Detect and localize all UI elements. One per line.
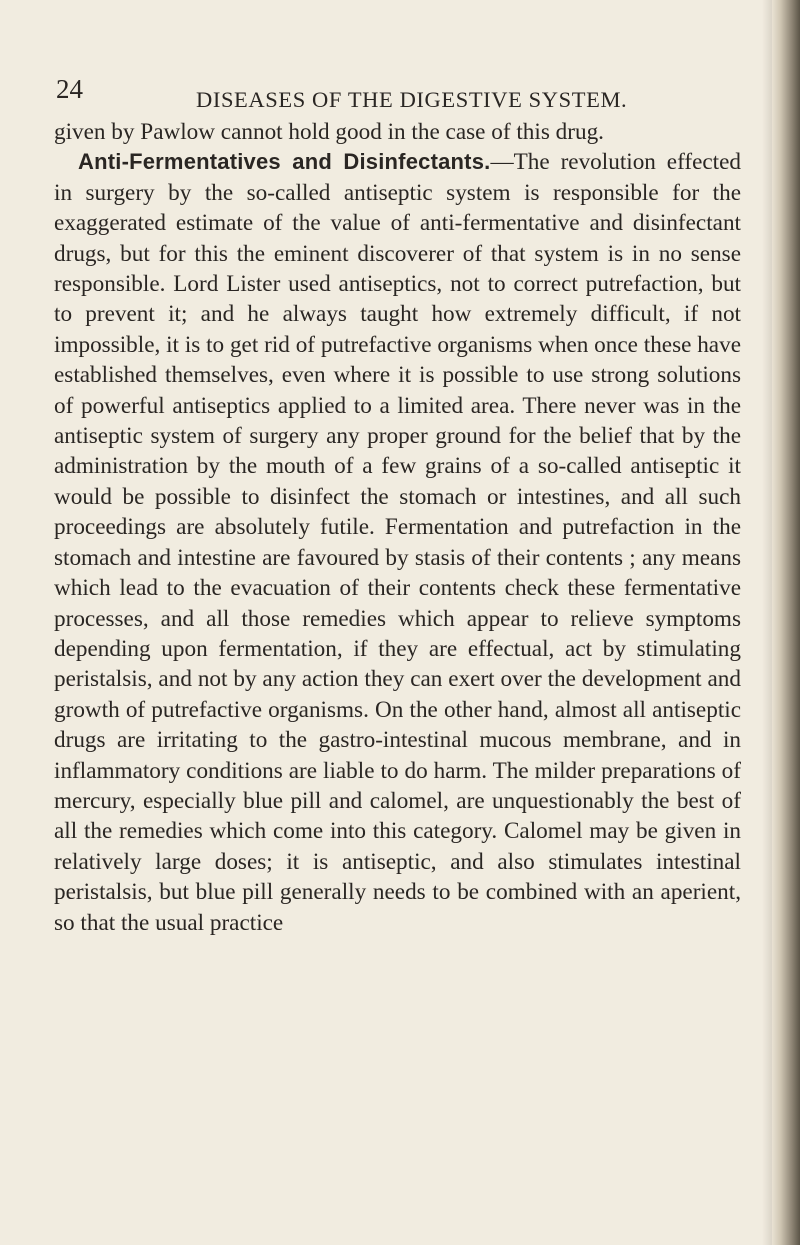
section-paragraph-text: —The revolution effected in surgery by the so-called antiseptic system is responsible for the exaggerated estimate of the value of anti-fermentative and disinfectant drugs, but for this the eminent discoverer of that system is in no sense responsible. Lord Lister used antiseptics, not to correct putrefaction, but to prevent it; and he always taught how extremely difficult, if not impossible, it is to get rid of putrefactive organisms when once these have established themselves, even where it is possible to use strong solutions of powerful antiseptics applied to a limited area. There never was in the antiseptic system of surgery any proper ground for the belief that by the administration by the mouth of a few grains of a so-called antiseptic it would be possible to disinfect the stomach or intestines, and all such proceedings are absolutely futile. Fermentation and putrefaction in the stomach and intestine are favoured by stasis of their contents ; any means which lead to the evacuation of their contents check these fermentative processes, and all those remedies which appear to relieve symptoms depending upon fermentation, if they are effectual, act by stimulating peristalsis, and not by any action they can exert over the development and growth of putrefactive organisms. On the other hand, almost all antiseptic drugs are irritating to the gastro-intestinal mucous membrane, and in inflammatory conditions are liable to do harm. The milder preparations of mercury, especially blue pill and calomel, are unquestionably the best of all the remedies which come into this category. Calomel may be given in relatively large doses; it is antiseptic, and also stimulates intestinal peristalsis, but blue pill generally needs to be combined with an aperient, so that the usual practice bbox=[54, 149, 741, 936]
page-header bbox=[56, 72, 736, 116]
page-edge-shadow bbox=[762, 0, 772, 1245]
body-text bbox=[54, 117, 741, 938]
page-number: 24 bbox=[56, 74, 83, 104]
continuation-paragraph: given by Pawlow cannot hold good in the case of this drug. bbox=[54, 119, 604, 145]
book-spine-edge bbox=[772, 0, 800, 1245]
running-head: DISEASES OF THE DIGESTIVE SYSTEM. bbox=[196, 87, 628, 112]
section-heading: Anti-Fermentatives and Disinfectants. bbox=[78, 149, 491, 175]
section-paragraph bbox=[54, 147, 741, 938]
